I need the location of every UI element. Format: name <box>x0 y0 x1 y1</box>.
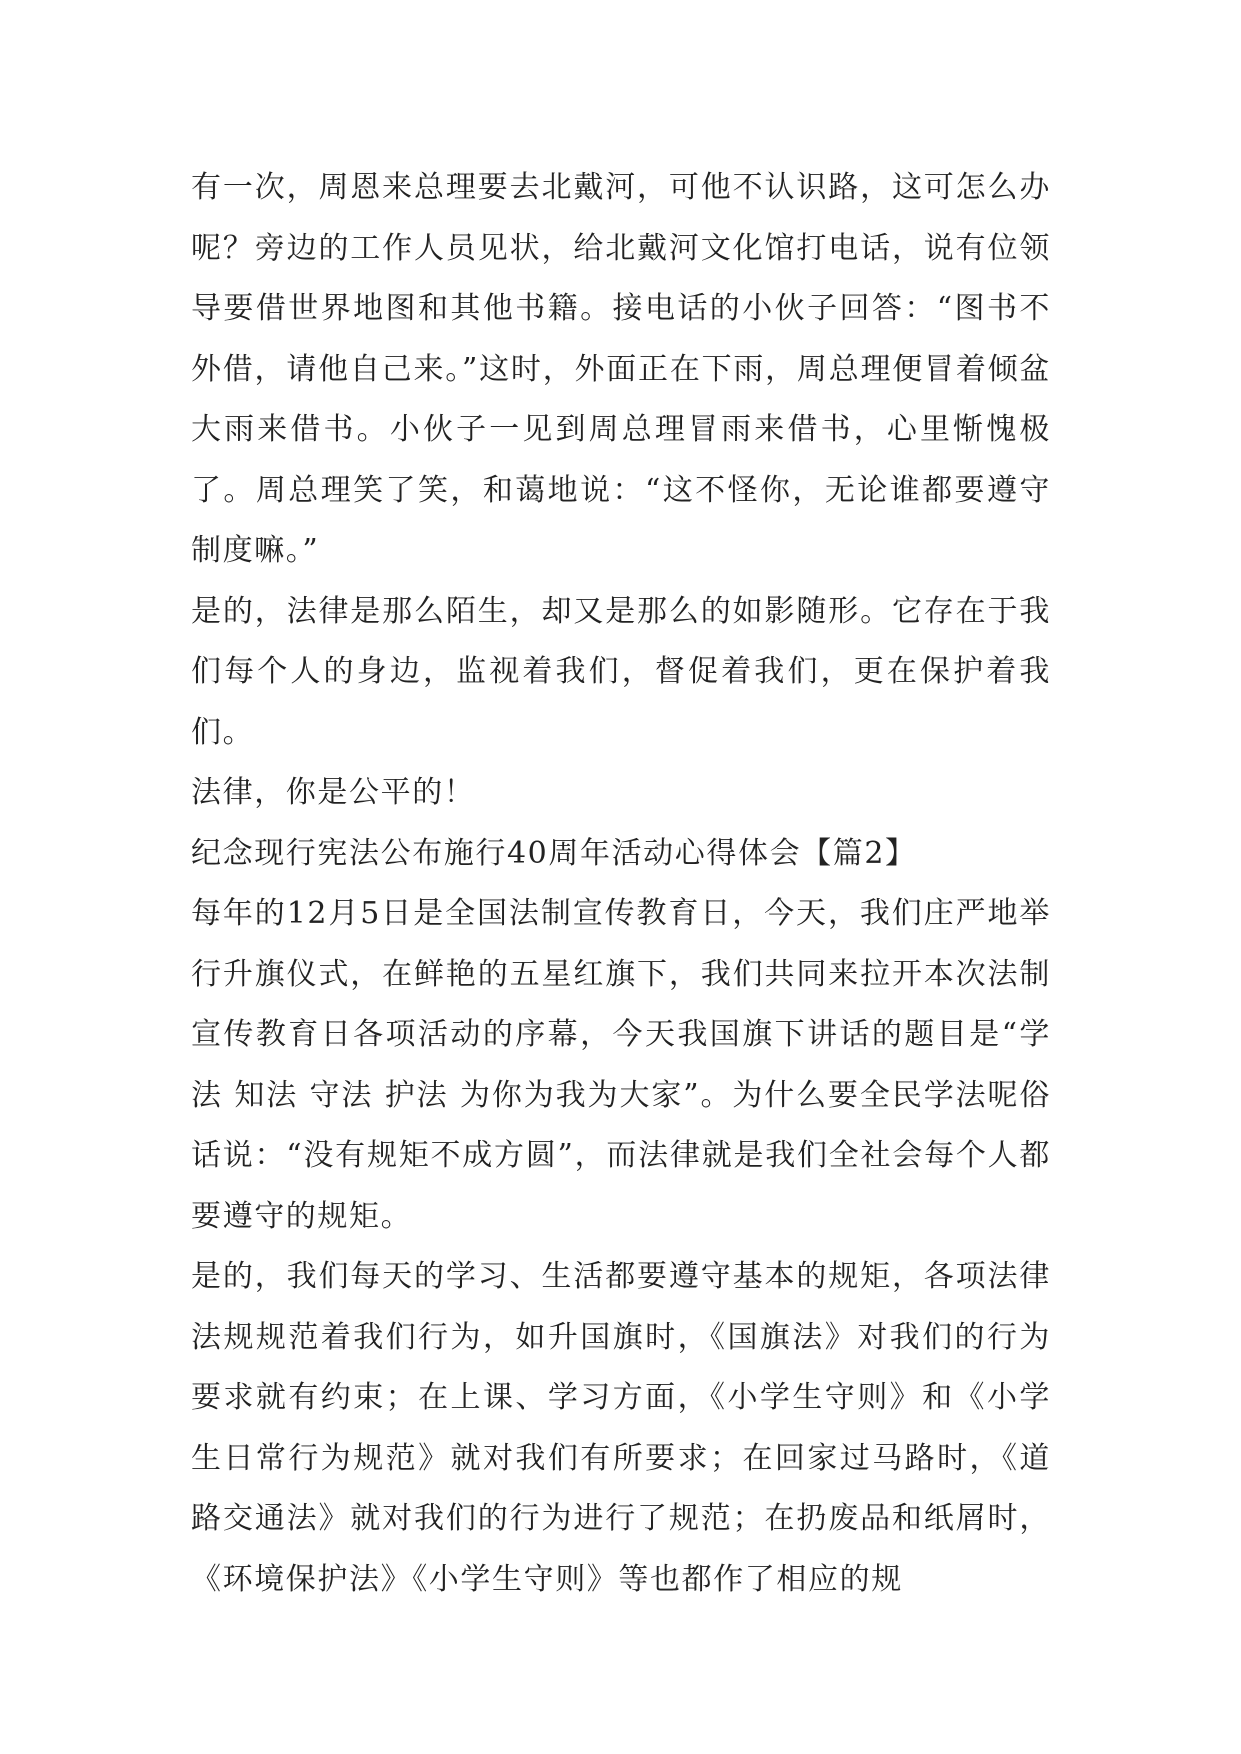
section-heading: 纪念现行宪法公布施行40周年活动心得体会【篇2】 <box>191 835 917 871</box>
paragraph-story: 有一次，周恩来总理要去北戴河，可他不认识路，这可怎么办呢？旁边的工作人员见状，给北戴河文化馆打电话，说有位领导要借世界地图和其他书籍。接电话的小伙子回答：“图书不外借，请他自己来。”这时，外面正在下雨，周总理便冒着倾盆大雨来借书。小伙子一见到周总理冒雨来借书，心里惭愧极了。周总理笑了笑，和蔼地说：“这不怪你，无论谁都要遵守制度嘛。” <box>191 170 1051 568</box>
document-body <box>191 158 1051 1610</box>
paragraph-rules: 是的，我们每天的学习、生活都要遵守基本的规矩，各项法律法规规范着我们行为，如升国旗时，《国旗法》对我们的行为要求就有约束；在上课、学习方面，《小学生守则》和《小学生日常行为规范》就对我们有所要求；在回家过马路时，《道路交通法》就对我们的行为进行了规范；在扔废品和纸屑时，《环境保护法》《小学生守则》等也都作了相应的规 <box>191 1259 1051 1597</box>
paragraph-legal-day: 每年的12月5日是全国法制宣传教育日，今天，我们庄严地举行升旗仪式，在鲜艳的五星红旗下，我们共同来拉开本次法制宣传教育日各项活动的序幕，今天我国旗下讲话的题目是“学法 知法 守法 护法 为你为我为大家”。为什么要全民学法呢俗话说：“没有规矩不成方圆”，而法律就是我们全社会每个人都要遵守的规矩。 <box>191 896 1051 1234</box>
paragraph-law-fair: 法律，你是公平的！ <box>191 775 476 810</box>
paragraph-law-presence: 是的，法律是那么陌生，却又是那么的如影随形。它存在于我们每个人的身边，监视着我们，督促着我们，更在保护着我们。 <box>191 593 1051 750</box>
